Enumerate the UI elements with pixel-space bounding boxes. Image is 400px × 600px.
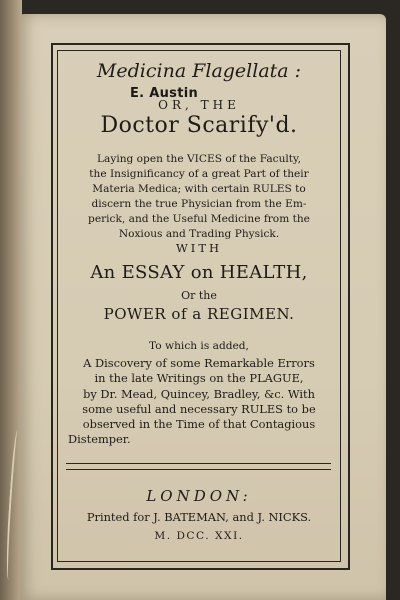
double-rule-bottom [66,469,331,470]
power-title: POWER of a REGIMEN. [103,305,295,323]
description-line: Noxious and Trading Physick. [118,228,280,240]
or-the-line: OR, THE [158,98,240,112]
discovery-line: some useful and necessary RULES to be [82,401,316,416]
or-the-small-line: Or the [181,289,217,302]
book-title: Medicina Flagellata : [96,60,302,82]
discovery-paragraph [66,356,332,448]
double-rule-top [66,463,331,464]
description-line: Laying open the VICES of the Faculty, [96,153,301,165]
description-line: Materia Medica; with certain RULES to [92,183,306,195]
description-line: the Insignificancy of a great Part of their [89,168,309,180]
imprint-printers: Printed for J. BATEMAN, and J. NICKS. [86,510,312,524]
discovery-line: observed in the Time of that Contagious [82,417,316,432]
with-line: WITH [175,241,223,255]
essay-title: An ESSAY on HEALTH, [90,262,308,283]
description-line: discern the true Physician from the Em- [91,198,307,210]
discovery-line: A Discovery of some Remarkable Errors [83,356,315,370]
book-subtitle: Doctor Scarify'd. [100,113,298,138]
added-line: To which is added, [149,340,249,352]
discovery-line: Distemper. [68,432,131,447]
discovery-line: in the late Writings on the PLAGUE, [94,371,304,386]
discovery-line: by Dr. Mead, Quincey, Bradley, &c. With [83,386,315,401]
handwritten-owner-inscription: E. Austin [130,86,199,101]
description-paragraph [66,152,332,242]
imprint-date: M. DCC. XXI. [154,530,244,542]
description-line: perick, and the Useful Medicine from the [88,213,310,225]
imprint-place: LONDON: [146,487,252,505]
